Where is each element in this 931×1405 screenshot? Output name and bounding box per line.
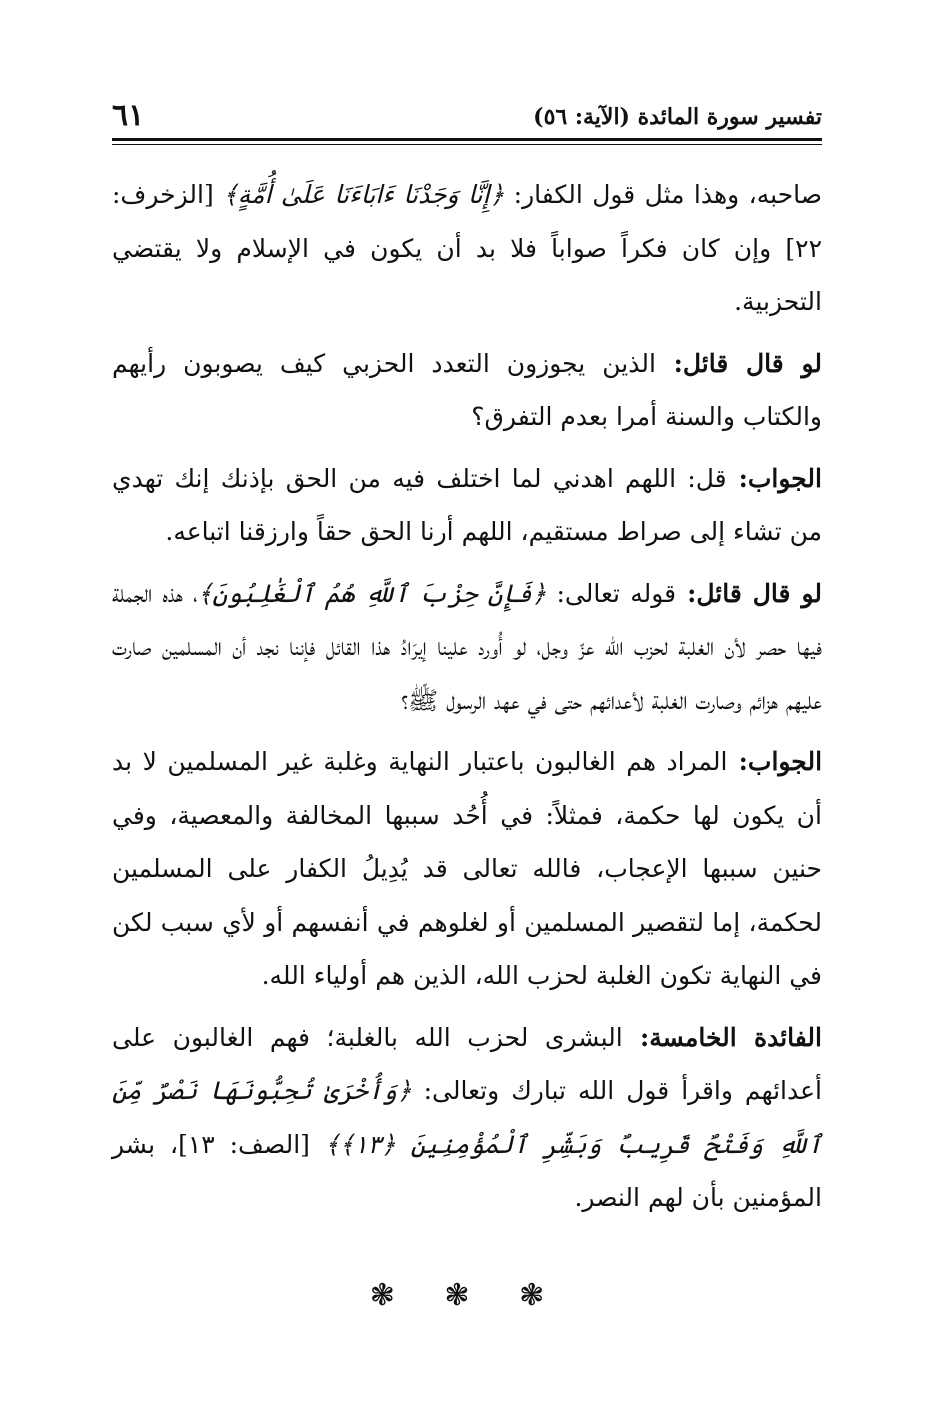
paragraph [112,337,822,444]
paragraph-label: لو قال قائل: [676,578,823,608]
end-ornament: ❃ ❃ ❃ [369,1278,565,1313]
paragraph-text: الذين يجوزون التعدد الحزبي كيف يصوبون رأيهم والكتاب والسنة أمرا بعدم التفرق؟ [112,348,822,431]
page-number: ٦١ [112,98,145,133]
page-header [112,96,822,140]
paragraph [112,735,822,1003]
paragraph-label: الجواب: [727,747,823,776]
paragraph-text: المراد هم الغالبون باعتبار النهاية وغلبة غير المسلمين لا بد أن يكون لها حكمة، فمثلاً: في أُحُد سببها المخالفة والمعصية، وفي حنين سببها الإعجاب، فالله تعالى قد يُدِيلُ الكفار على المسلمين لحكمة، إما لتقصير المسلمين أو لغلوهم في أنفسهم أو لأي سبب لكن في النهاية تكون الغلبة لحزب الله، الذين هم أولياء الله. [112,747,822,990]
paragraph [112,452,822,559]
paragraph-text: قوله تعالى: [546,578,677,608]
paragraph-label: الفائدة الخامسة: [622,1022,822,1052]
quran-verse: ﴿إِنَّا وَجَدْنَا ءَابَاءَنَا عَلَىٰ أُمَّةٍ﴾ [223,180,505,209]
paragraph-label: الجواب: [726,463,822,493]
header-rule-thick [112,138,822,141]
paragraph [112,168,822,329]
quran-verse: ﴿فَإِنَّ حِزْبَ ٱللَّهِ هُمُ ٱلْغَٰلِبُونَ﴾ [197,578,547,608]
paragraph-text-after: [الزخرف: ٢٢] وإن كان فكراً صواباً فلا بد أن يكون في الإسلام ولا يقتضي التحزبية. [112,180,822,316]
paragraph [112,1011,822,1225]
paragraph-label: لو قال قائل: [655,348,822,378]
paragraph-text: قل: اللهم اهدني لما اختلف فيه من الحق بإذنك إنك تهدي من تشاء إلى صراط مستقيم، اللهم أرنا الحق حقاً وارزقنا اتباعه. [112,463,822,546]
header-title: تفسير سورة المائدة (الآية: ٥٦) [533,104,822,130]
quran-verse: ﴿وَأُخْرَىٰ تُحِبُّونَهَا نَصْرٌ مِّنَ ٱللَّهِ وَفَتْحٌ قَرِيبٌ وَبَشِّرِ ٱلْمُؤْمِنِينَ ﴿١٣﴾﴾ [112,1076,822,1159]
paragraph-text-after: ، هذه الجملة فيها حصر لأن الغلبة لحزب الله عزّ وجل، لو أُورد علينا إيرَادُ هذا القائل فإننا نجد أن المسلمين صارت عليهم هزائم وصارت الغلبة لأعدائهم حتى في عهد الرسول ﷺ؟ [112,578,822,715]
header-rule-thin [112,144,822,145]
page-body [112,168,822,1233]
paragraph-text: صاحبه، وهذا مثل قول الكفار: [504,180,822,209]
paragraph-text: البشرى لحزب الله بالغلبة؛ فهم الغالبون على أعدائهم واقرأ قول الله تبارك وتعالى: [112,1022,822,1105]
paragraph-text-after: [الصف: ١٣]، بشر المؤمنين بأن لهم النصر. [112,1129,822,1212]
paragraph [112,567,822,728]
